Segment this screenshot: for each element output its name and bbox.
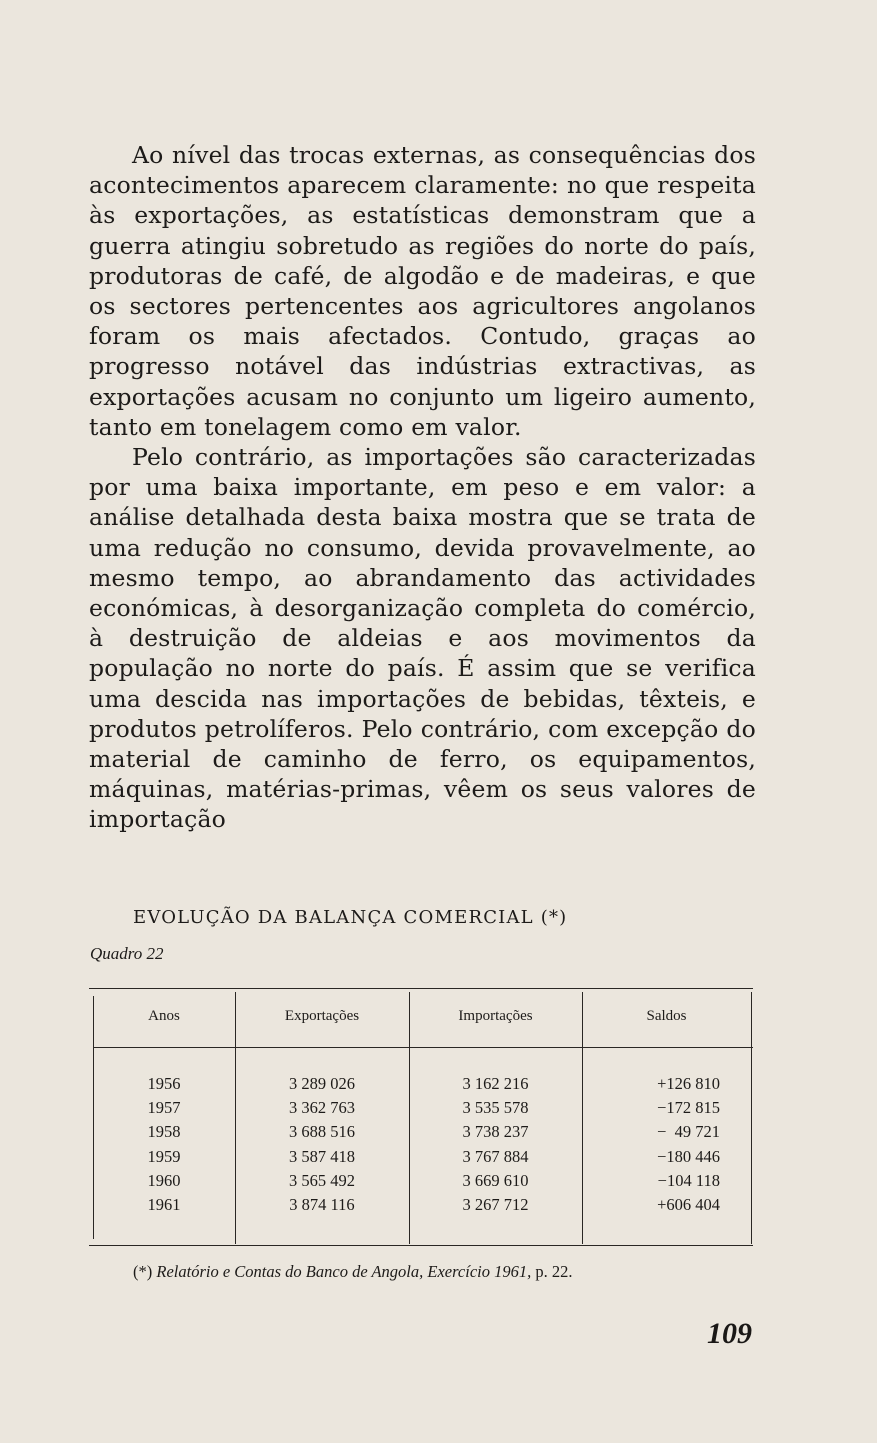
cell-exportacoes: 3 874 116 <box>289 1195 355 1215</box>
table-right-rule <box>751 992 752 1244</box>
footnote-marker: (*) <box>133 1262 153 1281</box>
cell-saldo: −104 118 <box>657 1170 720 1190</box>
cell-importacoes: 3 162 216 <box>462 1074 529 1093</box>
paragraph-1: Ao nível das trocas externas, as consequências dos acontecimentos aparecem claramente: no que respeita às exportações, as estatísticas demonstram que a guerra atingiu sobretudo as regiões do norte do país, produtoras de café, de algodão e de madeiras, e que os sectores pertencentes aos agricultores angolanos foram os mais afectados. Contudo, graças ao progresso notável das indústrias extractivas, as exportações acusam no conjunto um ligeiro aumento, tanto em tonelagem como em valor. <box>89 141 756 441</box>
cell-saldo: −180 446 <box>657 1146 720 1166</box>
cell-exportacoes: 3 362 763 <box>289 1098 355 1118</box>
table-header-rule <box>94 1047 753 1048</box>
cell-ano: 1961 <box>147 1195 181 1215</box>
cell-importacoes: 3 738 237 <box>462 1122 529 1142</box>
cell-exportacoes: 3 289 026 <box>289 1074 355 1093</box>
header-saldos: Saldos <box>646 1008 687 1024</box>
cell-importacoes: 3 535 578 <box>462 1098 529 1118</box>
column-exportacoes <box>235 1072 409 1217</box>
cell-saldo: −172 815 <box>657 1098 720 1118</box>
cell-exportacoes: 3 587 418 <box>289 1146 355 1166</box>
cell-importacoes: 3 669 610 <box>462 1170 529 1190</box>
footnote-page-ref: p. 22. <box>535 1262 573 1281</box>
cell-exportacoes: 3 565 492 <box>289 1170 355 1190</box>
table-title: EVOLUÇÃO DA BALANÇA COMERCIAL (*) <box>133 907 568 928</box>
column-importacoes <box>409 1072 582 1217</box>
paragraph-2: Pelo contrário, as importações são caracterizadas por uma baixa importante, em peso e em valor: a análise detalhada desta baixa mostra que se trata de uma redução no consumo, devida provavelmente, ao mesmo tempo, ao abrandamento das actividades económicas, à desorganização completa do comércio, à destruição de aldeias e aos movimentos da população no norte do país. É assim que se verifica uma descida nas importações de bebidas, têxteis, e produtos petrolíferos. Pelo contrário, com excepção do material de caminho de ferro, os equipamentos, máquinas, matérias-primas, vêem os seus valores de importação <box>89 443 756 834</box>
cell-saldo: − 49 721 <box>657 1122 720 1142</box>
cell-ano: 1959 <box>147 1146 181 1166</box>
cell-saldo: +126 810 <box>657 1074 720 1093</box>
cell-ano: 1956 <box>147 1074 181 1093</box>
table-top-rule <box>89 988 753 989</box>
table-bottom-rule <box>89 1245 753 1246</box>
footnote-source: Relatório e Contas do Banco de Angola, Exercício 1961, <box>156 1262 532 1281</box>
cell-saldo: +606 404 <box>657 1195 720 1215</box>
header-anos: Anos <box>148 1008 180 1024</box>
header-exportacoes: Exportações <box>284 1008 360 1024</box>
column-saldos <box>582 1072 720 1217</box>
cell-exportacoes: 3 688 516 <box>289 1122 355 1142</box>
cell-importacoes: 3 767 884 <box>462 1146 529 1166</box>
cell-ano: 1958 <box>147 1122 181 1142</box>
page-number: 109 <box>707 1317 752 1350</box>
table-footnote <box>133 1262 572 1282</box>
cell-importacoes: 3 267 712 <box>462 1195 529 1215</box>
table-label: Quadro 22 <box>90 944 164 963</box>
trade-balance-table <box>89 988 753 1248</box>
cell-ano: 1960 <box>147 1170 181 1190</box>
cell-ano: 1957 <box>147 1098 181 1118</box>
column-anos <box>93 1072 235 1217</box>
body-text <box>89 140 756 835</box>
header-importacoes: Importações <box>458 1008 533 1024</box>
